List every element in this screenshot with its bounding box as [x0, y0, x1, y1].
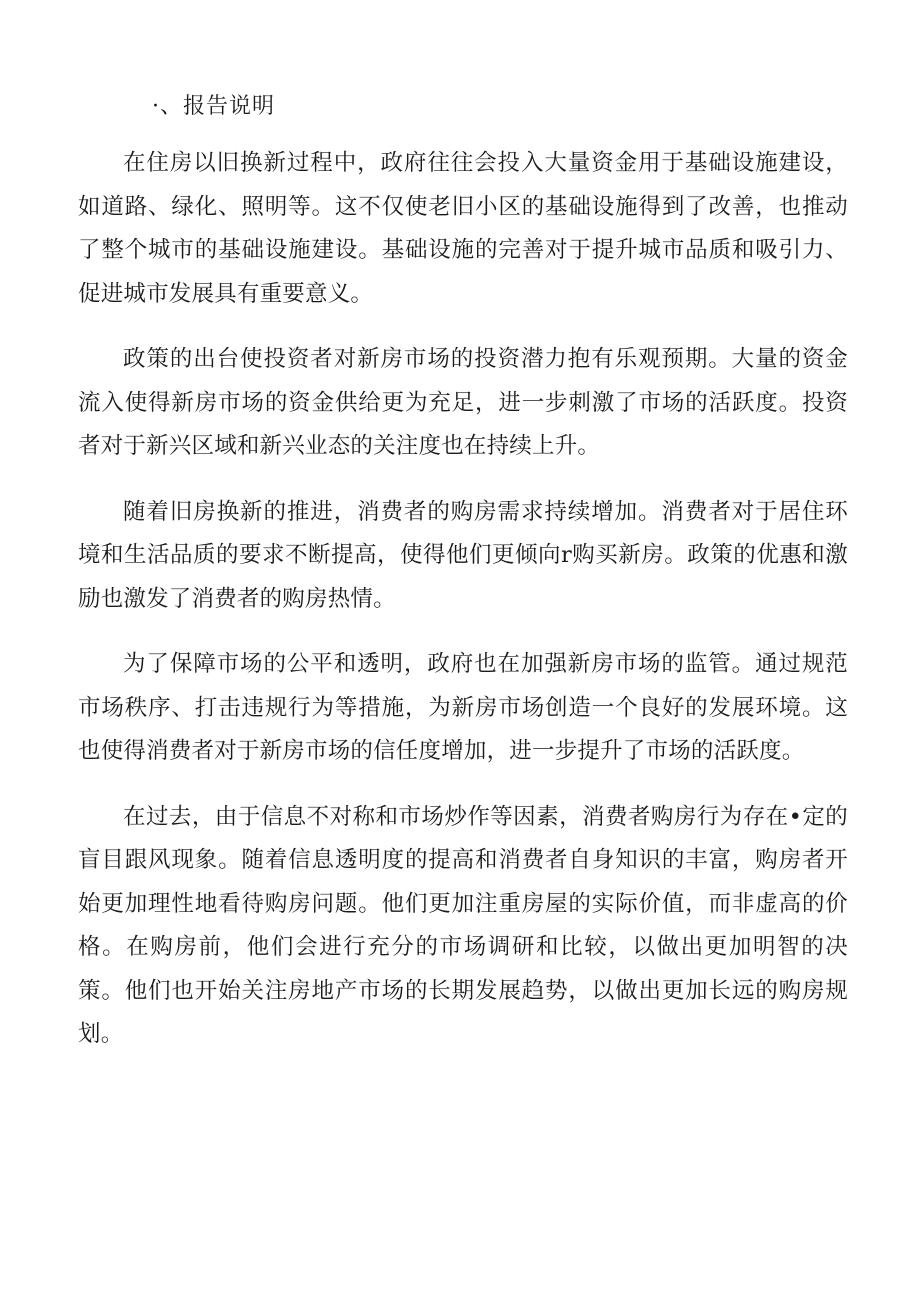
paragraph: 政策的出台使投资者对新房市场的投资潜力抱有乐观预期。大量的资金流入使得新房市场的资金供给更为充足，进一步刺激了市场的活跃度。投资者对于新兴区域和新兴业态的关注度也在持续上升。: [78, 346, 848, 459]
paragraph: 在住房以旧换新过程中，政府往往会投入大量资金用于基础设施建设，如道路、绿化、照明等。这不仅使老旧小区的基础设施得到了改善，也推动了整个城市的基础设施建设。基础设施的完善对于提升城市品质和吸引力、促进城市发展具有重要意义。: [78, 150, 848, 307]
section-heading: ·、报告说明: [152, 94, 275, 119]
document-body: [78, 142, 848, 1079]
paragraph: 随着旧房换新的推进，消费者的购房需求持续增加。消费者对于居住环境和生活品质的要求不断提高，使得他们更倾向r购买新房。政策的优惠和激励也激发了消费者的购房热情。: [78, 498, 848, 612]
paragraph: 为了保障市场的公平和透明，政府也在加强新房市场的监管。通过规范市场秩序、打击违规行为等措施，为新房市场创造一个良好的发展环境。这也使得消费者对于新房市场的信任度增加，进一步提升了市场的活跃度。: [78, 651, 848, 764]
paragraph: 在过去，由于信息不对称和市场炒作等因素，消费者购房行为存在•定的盲目跟风现象。随着信息透明度的提高和消费者自身知识的丰富，购房者开始更加理性地看待购房问题。他们更加注重房屋的实际价值，而非虚高的价格。在购房前，他们会进行充分的市场调研和比较，以做出更加明智的决策。他们也开始关注房地产市场的长期发展趋势，以做出更加长远的购房规划。: [78, 803, 848, 1047]
